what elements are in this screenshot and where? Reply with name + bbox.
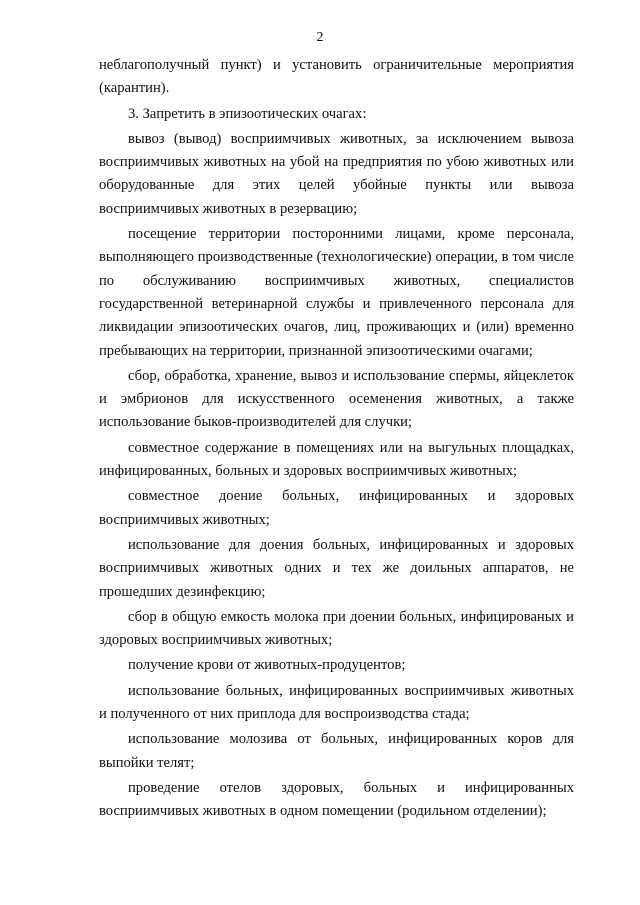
paragraph-blood-collection-ban: получение крови от животных-продуцентов;: [128, 657, 406, 674]
paragraph-export-ban: вывоз (вывод) восприимчивых животных, за исключением вывоза восприимчивых животных на убой на предприятия по убою животных или оборудованные для этих целей убойные пункты или вывоза восприимчивых животных в резервацию;: [99, 130, 574, 217]
paragraph-joint-milking-ban: совместное доение больных, инфицированных и здоровых восприимчивых животных;: [99, 488, 574, 528]
document-body: [99, 54, 574, 824]
paragraph-joint-keeping-ban: совместное содержание в помещениях или на выгульных площадках, инфицированных, больных и здоровых восприимчивых животных;: [99, 439, 574, 480]
paragraph-colostrum-ban: использование молозива от больных, инфицированных коров для выпойки телят;: [99, 731, 574, 771]
paragraph-milking-equipment-ban: использование для доения больных, инфицированных и здоровых восприимчивых животных одних и тех же доильных аппаратов, не прошедших дезинфекцию;: [99, 536, 574, 600]
paragraph-visit-ban: посещение территории посторонними лицами, кроме персонала, выполняющего производственные (технологические) операции, в том числе по обслуживанию восприимчивых животных, специалистов государственной ветеринарной службы и привлеченного персонала для ликвидации эпизоотических очагов, лиц, проживающих и (или) временно пребывающих на территории, признанной эпизоотическими очагами;: [99, 226, 574, 359]
page-number: 2: [316, 30, 324, 45]
paragraph-item-3-heading: 3. Запретить в эпизоотических очагах:: [128, 105, 367, 122]
paragraph-semen-ban: сбор, обработка, хранение, вывоз и использование спермы, яйцеклеток и эмбрионов для искусственного осеменения животных, а также использование быков-производителей для случки;: [99, 367, 574, 431]
paragraph-continuation: неблагополучный пункт) и установить ограничительные мероприятия (карантин).: [99, 57, 574, 97]
paragraph-breeding-ban: использование больных, инфицированных восприимчивых животных и полученного от них приплода для воспроизводства стада;: [99, 682, 574, 723]
paragraph-milk-collection-ban: сбор в общую емкость молока при доении больных, инфицированых и здоровых восприимчивых животных;: [99, 608, 574, 649]
paragraph-calving-ban: проведение отелов здоровых, больных и инфицированных восприимчивых животных в одном помещении (родильном отделении);: [99, 779, 574, 820]
